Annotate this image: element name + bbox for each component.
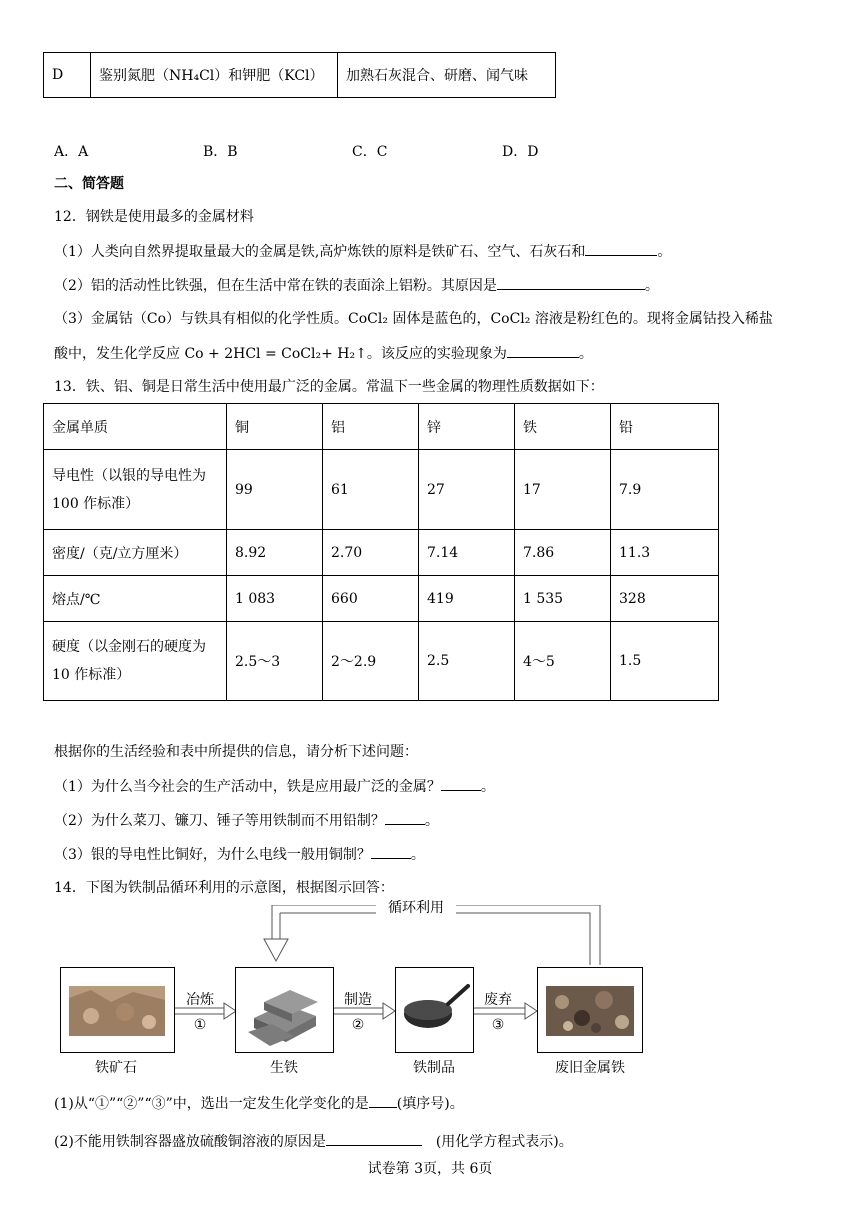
answer-blank[interactable] bbox=[497, 275, 645, 290]
table-cell: 2.70 bbox=[323, 530, 419, 576]
row-method: 加熟石灰混合、研磨、闻气味 bbox=[338, 53, 556, 98]
table-row bbox=[44, 622, 719, 701]
table-row bbox=[44, 576, 719, 622]
table-header-cell: 铁 bbox=[515, 404, 611, 450]
node-caption: 铁制品 bbox=[413, 1060, 455, 1076]
q12-part2 bbox=[54, 275, 659, 296]
option-d[interactable]: D．D bbox=[502, 144, 539, 160]
q14-part1-end: (填序号)。 bbox=[396, 1096, 464, 1112]
node-pig-iron bbox=[235, 967, 334, 1053]
recycle-diagram bbox=[0, 900, 860, 1085]
loop-label: 循环利用 bbox=[376, 897, 456, 917]
table-cell: 17 bbox=[515, 450, 611, 530]
node-scrap-iron bbox=[537, 967, 643, 1053]
q13-part1-end: 。 bbox=[480, 779, 495, 795]
node-caption: 废旧金属铁 bbox=[555, 1060, 625, 1076]
q14-part1-text: (1)从“①”“②”“③”中，选出一定发生化学变化的是 bbox=[54, 1096, 369, 1112]
node-caption: 生铁 bbox=[270, 1060, 298, 1076]
table-cell: 1 535 bbox=[515, 576, 611, 622]
table-cell: 2.5 bbox=[419, 622, 515, 701]
option-table-row bbox=[43, 52, 556, 98]
section-title: 二、简答题 bbox=[54, 176, 124, 192]
arrow-2-number: ② bbox=[351, 1017, 365, 1033]
table-cell: 7.9 bbox=[611, 450, 719, 530]
option-a[interactable]: A．A bbox=[54, 144, 89, 160]
table-cell: 7.14 bbox=[419, 530, 515, 576]
table-cell: 4～5 bbox=[515, 622, 611, 701]
table-header-row bbox=[44, 404, 719, 450]
table-cell: 8.92 bbox=[227, 530, 323, 576]
table-cell: 密度/（克/立方厘米） bbox=[44, 530, 227, 576]
q12-part2-end: 。 bbox=[644, 278, 659, 294]
table-cell: 660 bbox=[323, 576, 419, 622]
q13-part2-end: 。 bbox=[424, 813, 439, 829]
q12-part2-text: （2）铝的活动性比铁强，但在生活中常在铁的表面涂上铝粉。其原因是 bbox=[54, 278, 497, 294]
node-iron-ore bbox=[60, 967, 175, 1053]
q14-part1 bbox=[54, 1093, 464, 1114]
answer-blank[interactable] bbox=[585, 241, 657, 256]
option-c[interactable]: C．C bbox=[352, 144, 388, 160]
q12-stem: 12．钢铁是使用最多的金属材料 bbox=[54, 209, 254, 225]
q13-part1 bbox=[54, 776, 495, 797]
iron-ore-image-icon bbox=[61, 968, 174, 1052]
row-purpose: 鉴别氮肥（NH₄Cl）和钾肥（KCl） bbox=[91, 53, 338, 98]
node-iron-product bbox=[395, 967, 474, 1053]
answer-blank[interactable] bbox=[441, 776, 481, 791]
table-row bbox=[44, 450, 719, 530]
arrow-3-label: 废弃 bbox=[484, 992, 512, 1008]
wok-pan-icon bbox=[396, 968, 473, 1052]
row-label: D bbox=[44, 53, 91, 98]
q13-part1-text: （1）为什么当今社会的生产活动中，铁是应用最广泛的金属？ bbox=[54, 779, 441, 795]
table-cell: 328 bbox=[611, 576, 719, 622]
table-cell: 27 bbox=[419, 450, 515, 530]
q14-part2-text: (2)不能用铁制容器盛放硫酸铜溶液的原因是 bbox=[54, 1134, 326, 1150]
scrap-metal-image-icon bbox=[538, 968, 642, 1052]
table-header-cell: 锌 bbox=[419, 404, 515, 450]
table-row bbox=[44, 530, 719, 576]
table-cell: 1.5 bbox=[611, 622, 719, 701]
q12-part1-end: 。 bbox=[657, 244, 672, 260]
answer-blank[interactable] bbox=[507, 343, 579, 358]
q13-part3-end: 。 bbox=[410, 847, 425, 863]
table-cell: 2.5～3 bbox=[227, 622, 323, 701]
metal-properties-table bbox=[43, 403, 719, 701]
table-cell: 99 bbox=[227, 450, 323, 530]
q12-part3-text: 酸中，发生化学反应 Co + 2HCl = CoCl₂+ H₂↑。该反应的实验现象为 bbox=[54, 346, 507, 362]
table-cell: 61 bbox=[323, 450, 419, 530]
answer-blank[interactable] bbox=[385, 810, 425, 825]
q13-part2-text: （2）为什么菜刀、镰刀、锤子等用铁制而不用铅制？ bbox=[54, 813, 385, 829]
table-header-cell: 铅 bbox=[611, 404, 719, 450]
table-header-cell: 铜 bbox=[227, 404, 323, 450]
answer-blank[interactable] bbox=[326, 1131, 422, 1146]
table-cell: 1 083 bbox=[227, 576, 323, 622]
arrow-1-label: 冶炼 bbox=[186, 992, 214, 1008]
page-footer: 试卷第 3页，共 6页 bbox=[367, 1161, 493, 1177]
q13-stem: 13．铁、铝、铜是日常生活中使用最广泛的金属。常温下一些金属的物理性质数据如下： bbox=[54, 379, 604, 395]
arrow-3-number: ③ bbox=[491, 1017, 505, 1033]
q14-part2-end: (用化学方程式表示)。 bbox=[435, 1134, 573, 1150]
arrow-2-label: 制造 bbox=[344, 992, 372, 1008]
q12-part1-text: （1）人类向自然界提取量最大的金属是铁,高炉炼铁的原料是铁矿石、空气、石灰石和 bbox=[54, 244, 586, 260]
table-cell: 2～2.9 bbox=[323, 622, 419, 701]
arrow-1-number: ① bbox=[193, 1017, 207, 1033]
option-b[interactable]: B．B bbox=[203, 144, 238, 160]
table-cell: 7.86 bbox=[515, 530, 611, 576]
table-cell: 11.3 bbox=[611, 530, 719, 576]
table-header-cell: 铝 bbox=[323, 404, 419, 450]
table-cell: 硬度（以金刚石的硬度为 10 作标准） bbox=[44, 622, 227, 701]
q14-part2 bbox=[54, 1131, 573, 1152]
q14-stem: 14．下图为铁制品循环利用的示意图，根据图示回答： bbox=[54, 880, 394, 896]
q12-part3-line1: （3）金属钴（Co）与铁具有相似的化学性质。CoCl₂ 固体是蓝色的，CoCl₂ 溶液是粉红色的。现将金属钴投入稀盐 bbox=[54, 311, 773, 327]
q12-part3-end: 。 bbox=[578, 346, 593, 362]
table-cell: 导电性（以银的导电性为 100 作标准） bbox=[44, 450, 227, 530]
q13-intro: 根据你的生活经验和表中所提供的信息，请分析下述问题： bbox=[54, 744, 418, 760]
answer-blank[interactable] bbox=[371, 844, 411, 859]
table-cell: 419 bbox=[419, 576, 515, 622]
q12-part3-line2 bbox=[54, 343, 593, 364]
answer-blank[interactable] bbox=[369, 1093, 397, 1108]
table-header-cell: 金属单质 bbox=[44, 404, 227, 450]
table-cell: 熔点/℃ bbox=[44, 576, 227, 622]
q13-part2 bbox=[54, 810, 439, 831]
node-caption: 铁矿石 bbox=[95, 1060, 137, 1076]
pig-iron-image-icon bbox=[236, 968, 333, 1052]
q13-part3-text: （3）银的导电性比铜好，为什么电线一般用铜制？ bbox=[54, 847, 371, 863]
q12-part1 bbox=[54, 241, 671, 262]
q13-part3 bbox=[54, 844, 425, 865]
